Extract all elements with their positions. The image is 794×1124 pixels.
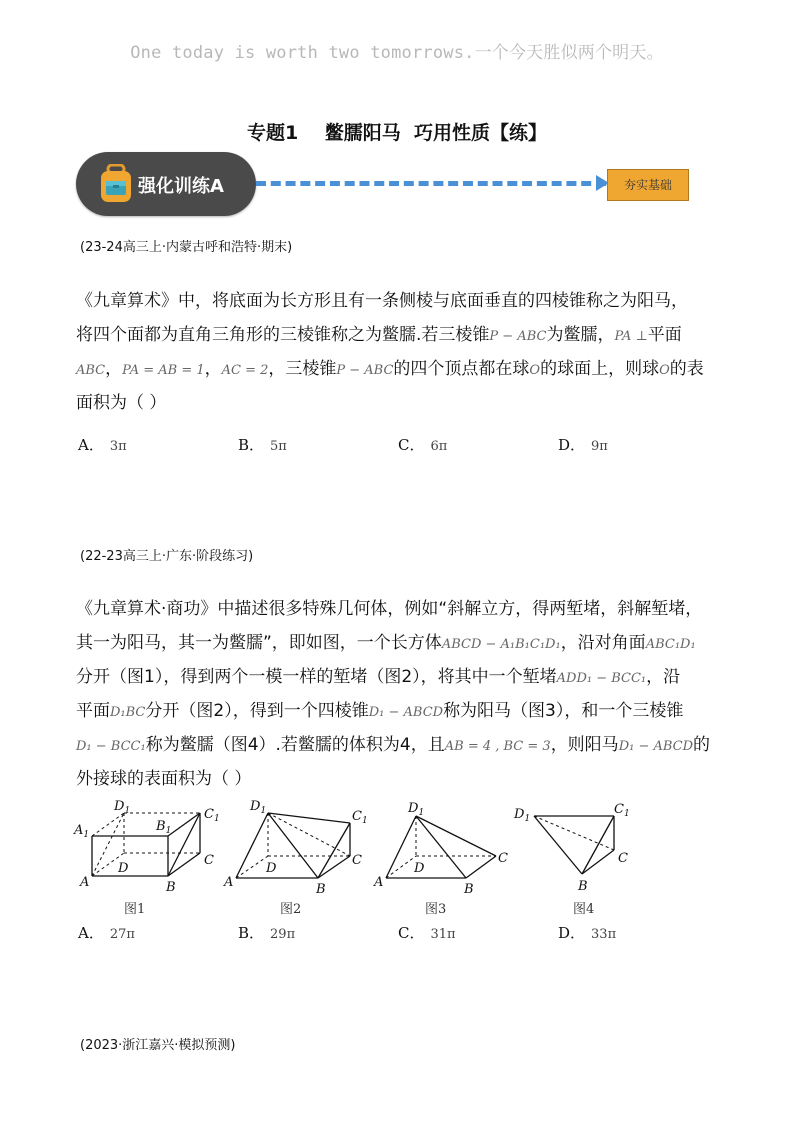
svg-text:B: B: [578, 879, 588, 894]
q1-source: (23-24高三上·内蒙古呼和浩特·期末): [80, 240, 293, 255]
q2-text: 分开（图2），得到一个四棱锥: [145, 701, 369, 721]
option-letter: C．: [398, 436, 425, 454]
svg-text:D: D: [414, 861, 425, 876]
svg-text:D1: $D_1$: [514, 807, 531, 824]
figure-3-caption: 图3: [425, 902, 447, 917]
svg-text:D1: $D_1$: [114, 799, 131, 816]
q1-line-2: [76, 318, 682, 354]
svg-text:C: C: [618, 851, 628, 866]
q2-math: D₁BC: [110, 705, 146, 720]
q1-body: [76, 284, 736, 424]
q2-text: ，则阳马: [550, 735, 619, 755]
q2-option-b[interactable]: [238, 922, 295, 943]
q2-math: AB = 4 , BC = 3: [444, 739, 551, 754]
svg-text:A: A: [224, 875, 234, 890]
q2-body: [76, 592, 736, 798]
q1-text: 将四个面都为直角三角形的三棱锥称之为鳖臑.若三棱锥: [76, 325, 490, 345]
q1-option-a[interactable]: [78, 434, 127, 455]
q2-math: D₁ − BCC₁: [76, 739, 146, 754]
figure-1-cuboid: [73, 799, 220, 895]
q2-line-1: [76, 592, 702, 626]
q1-text: 面积为（ ）: [76, 393, 167, 413]
q1-line-4: [76, 386, 166, 420]
q2-math: ABCD − A₁B₁C₁D₁: [441, 637, 561, 652]
svg-text:C: C: [204, 853, 214, 868]
svg-text:A: A: [374, 875, 384, 890]
q1-text: 的球面上，则球: [540, 359, 660, 379]
svg-text:C: C: [352, 853, 362, 868]
svg-text:B: B: [316, 882, 326, 897]
option-letter: A．: [78, 924, 104, 942]
q2-text: ，沿: [646, 667, 681, 687]
q2-line-3: [76, 660, 680, 696]
svg-text:D: D: [266, 861, 277, 876]
q2-math: ADD₁ − BCC₁: [556, 671, 647, 686]
svg-text:C1: $C_1$: [352, 809, 368, 826]
svg-text:D1: $D_1$: [408, 801, 425, 818]
q1-line-1: [76, 284, 688, 318]
q2-text: 平面: [76, 701, 110, 721]
backpack-icon: [98, 164, 134, 204]
page-title: 专题1 鳖臑阳马 巧用性质【练】: [247, 122, 547, 144]
q2-line-4: [76, 694, 683, 730]
q1-math: PA ⊥: [614, 329, 648, 344]
q1-text: ，: [105, 359, 123, 379]
q1-math: AC = 2: [221, 363, 269, 378]
figure-1-caption: 图1: [124, 902, 146, 917]
option-value: 5π: [270, 439, 287, 454]
option-letter: C．: [398, 924, 425, 942]
option-value: 31π: [430, 927, 456, 942]
q1-text: 平面: [647, 325, 682, 345]
q2-text: 称为阳马（图3），和一个三棱锥: [443, 701, 684, 721]
option-letter: D．: [558, 924, 586, 942]
q1-text: ，三棱锥: [268, 359, 337, 379]
q2-text: ，沿对角面: [560, 633, 646, 653]
q1-math: P − ABC: [336, 363, 394, 378]
figure-2-prism: [223, 799, 368, 897]
figure-4-tetrahedron: [513, 802, 630, 894]
svg-text:A1: $A_1$: [74, 823, 90, 840]
q2-option-a[interactable]: [78, 922, 135, 943]
q2-figures: [70, 798, 650, 916]
svg-text:A: A: [80, 875, 90, 890]
q1-math: PA = AB = 1: [122, 363, 205, 378]
q2-text: 《九章算术·商功》中描述很多特殊几何体，例如“斜解立方，得两堑堵，斜解堑堵，: [76, 599, 703, 619]
figure-4-caption: 图4: [573, 902, 595, 917]
q2-text: 称为鳖臑（图4）.若鳖臑的体积为4，且: [145, 735, 445, 755]
banner-label: 强化训练A: [138, 176, 224, 197]
q1-text: 的表: [669, 359, 704, 379]
q1-math: ABC: [76, 363, 106, 378]
option-letter: B．: [238, 924, 265, 942]
page-motto: One today is worth two tomorrows.一个今天胜似两个明天。: [130, 43, 664, 63]
q2-option-d[interactable]: [558, 922, 616, 943]
svg-text:C1: $C_1$: [614, 802, 630, 819]
q2-math: D₁ − ABCD: [368, 705, 444, 720]
figure-2-caption: 图2: [280, 902, 302, 917]
q1-text: ，: [204, 359, 222, 379]
option-value: 6π: [430, 439, 448, 454]
option-value: 27π: [109, 927, 135, 942]
option-value: 29π: [270, 927, 296, 942]
q2-source: (22-23高三上·广东·阶段练习): [80, 549, 254, 564]
q1-option-d[interactable]: [558, 434, 608, 455]
q2-text: 分开（图1），得到两个一模一样的堑堵（图2），将其中一个堑堵: [76, 667, 557, 687]
q1-option-c[interactable]: [398, 434, 447, 455]
svg-text:D1: $D_1$: [250, 799, 267, 816]
banner-tag: 夯实基础: [607, 169, 689, 201]
svg-text:B: B: [464, 882, 474, 897]
q2-math: ABC₁D₁: [645, 637, 696, 652]
q1-math: O: [659, 363, 670, 378]
q2-text: 其一为阳马，其一为鳖臑”，即如图，一个长方体: [76, 633, 442, 653]
q2-line-5: [76, 728, 710, 764]
banner-connector: [256, 181, 606, 186]
q2-math: D₁ − ABCD: [618, 739, 694, 754]
q1-math: P − ABC: [489, 329, 547, 344]
option-value: 33π: [591, 927, 617, 942]
q3-source: (2023·浙江嘉兴·模拟预测): [80, 1038, 236, 1053]
svg-text:D: D: [118, 861, 129, 876]
option-value: 9π: [591, 439, 608, 454]
svg-text:B: B: [166, 880, 176, 895]
q1-text: 为鳖臑，: [546, 325, 615, 345]
q1-text: 《九章算术》中，将底面为长方形且有一条侧棱与底面垂直的四棱锥称之为阳马，: [76, 291, 688, 311]
q2-text: 外接球的表面积为（ ）: [76, 769, 252, 789]
q2-option-c[interactable]: [398, 922, 456, 943]
q2-line-6: [76, 762, 251, 796]
option-letter: D．: [558, 436, 586, 454]
svg-text:C: C: [498, 851, 508, 866]
option-value: 3π: [109, 439, 127, 454]
q2-text: 的: [693, 735, 711, 755]
option-letter: A．: [78, 436, 104, 454]
section-banner: [76, 152, 256, 216]
svg-text:B1: $B_1$: [156, 819, 172, 836]
option-letter: B．: [238, 436, 265, 454]
q1-option-b[interactable]: [238, 434, 287, 455]
q2-line-2: [76, 626, 696, 662]
q1-text: 的四个顶点都在球: [393, 359, 530, 379]
q1-math: O: [529, 363, 541, 378]
svg-text:C1: $C_1$: [204, 807, 220, 824]
figure-3-pyramid: [373, 801, 508, 897]
q1-line-3: [76, 352, 704, 388]
